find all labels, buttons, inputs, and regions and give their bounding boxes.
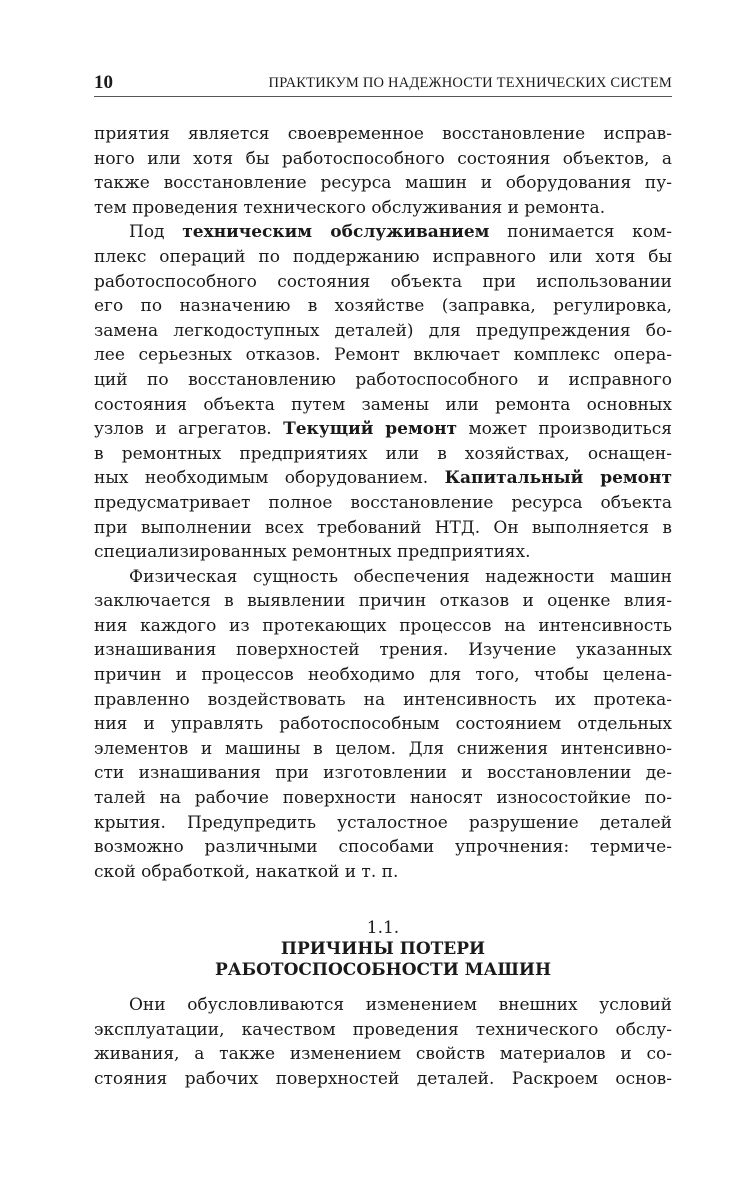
text-line: изнашивания поверхностей трения. Изучение указанных	[94, 640, 672, 661]
text-line: работоспособного состояния объекта при использовании	[94, 271, 672, 292]
text-line: стояния рабочих поверхностей деталей. Раскроем основ-	[94, 1068, 672, 1089]
text-line: в ремонтных предприятиях или в хозяйствах, оснащен-	[94, 443, 672, 464]
text-line: Физическая сущность обеспечения надежности машин	[129, 566, 672, 587]
section-number: 1.1.	[366, 918, 400, 938]
text-line	[94, 220, 672, 245]
section-title-line: РАБОТОСПОСОБНОСТИ МАШИН	[214, 960, 552, 980]
page-number: 10	[94, 72, 113, 93]
text-line: живания, а также изменением свойств материалов и со-	[94, 1044, 672, 1065]
term-bold: Текущий ремонт	[283, 419, 458, 440]
paragraph-4	[94, 993, 672, 1091]
text-run: узлов и агрегатов.	[94, 419, 284, 440]
page-header	[94, 70, 672, 97]
paragraph-1	[94, 122, 672, 220]
section-heading	[94, 918, 672, 981]
text-line: возможно различными способами упрочнения: термиче-	[94, 837, 672, 858]
text-line: тем проведения технического обслуживания и ремонта.	[94, 197, 606, 218]
text-line: правленно воздействовать на интенсивность их протека-	[94, 689, 672, 710]
text-line: состояния объекта путем замены или ремонта основных	[94, 394, 672, 415]
text-line: ния каждого из протекающих процессов на интенсивность	[94, 615, 672, 636]
main-text	[94, 122, 672, 884]
text-line: также восстановление ресурса машин и оборудования пу-	[94, 173, 672, 194]
text-line: заключается в выявлении причин отказов и оценке влия-	[94, 591, 672, 612]
paragraph-3	[94, 565, 672, 885]
text-line: талей на рабочие поверхности наносят износостойкие по-	[94, 788, 672, 809]
text-line: замена легкодоступных деталей) для предупреждения бо-	[94, 320, 672, 341]
text-line: элементов и машины в целом. Для снижения интенсивно-	[94, 738, 672, 759]
running-title: ПРАКТИКУМ ПО НАДЕЖНОСТИ ТЕХНИЧЕСКИХ СИСТЕМ	[268, 75, 672, 91]
term-bold: Капитальный ремонт	[444, 468, 672, 489]
text-line: его по назначению в хозяйстве (заправка, регулировка,	[94, 296, 672, 317]
text-line: крытия. Предупредить усталостное разрушение деталей	[94, 812, 672, 833]
section-title-line: ПРИЧИНЫ ПОТЕРИ	[280, 939, 486, 959]
text-line: Они обусловливаются изменением внешних условий	[129, 995, 672, 1015]
text-run: Под	[129, 222, 183, 243]
text-line: ного или хотя бы работоспособного состояния объектов, а	[94, 148, 672, 169]
text-line: лее серьезных отказов. Ремонт включает комплекс опера-	[94, 345, 672, 366]
text-line	[94, 417, 672, 442]
text-line: предусматривает полное восстановление ресурса объекта	[94, 492, 672, 513]
text-line: ской обработкой, накаткой и т. п.	[94, 861, 399, 882]
term-bold: техническим обслуживанием	[182, 222, 490, 243]
paragraph-2	[94, 220, 672, 564]
text-line: ций по восстановлению работоспособного и исправного	[94, 369, 672, 390]
text-run: понимается ком-	[489, 222, 672, 243]
text-line: специализированных ремонтных предприятиях.	[94, 542, 531, 563]
text-line: причин и процессов необходимо для того, чтобы целена-	[94, 665, 672, 686]
text-line: эксплуатации, качеством проведения технического обслу-	[94, 1019, 672, 1040]
text-run: может производиться	[457, 419, 672, 440]
text-line: сти изнашивания при изготовлении и восстановлении де-	[94, 763, 672, 784]
text-line	[94, 466, 672, 491]
text-line: плекс операций по поддержанию исправного или хотя бы	[94, 246, 672, 267]
text-line: приятия является своевременное восстановление исправ-	[94, 124, 672, 144]
text-line: при выполнении всех требований НТД. Он выполняется в	[94, 517, 672, 538]
text-run: ных необходимым оборудованием.	[94, 468, 445, 489]
text-line: ния и управлять работоспособным состоянием отдельных	[94, 714, 672, 735]
